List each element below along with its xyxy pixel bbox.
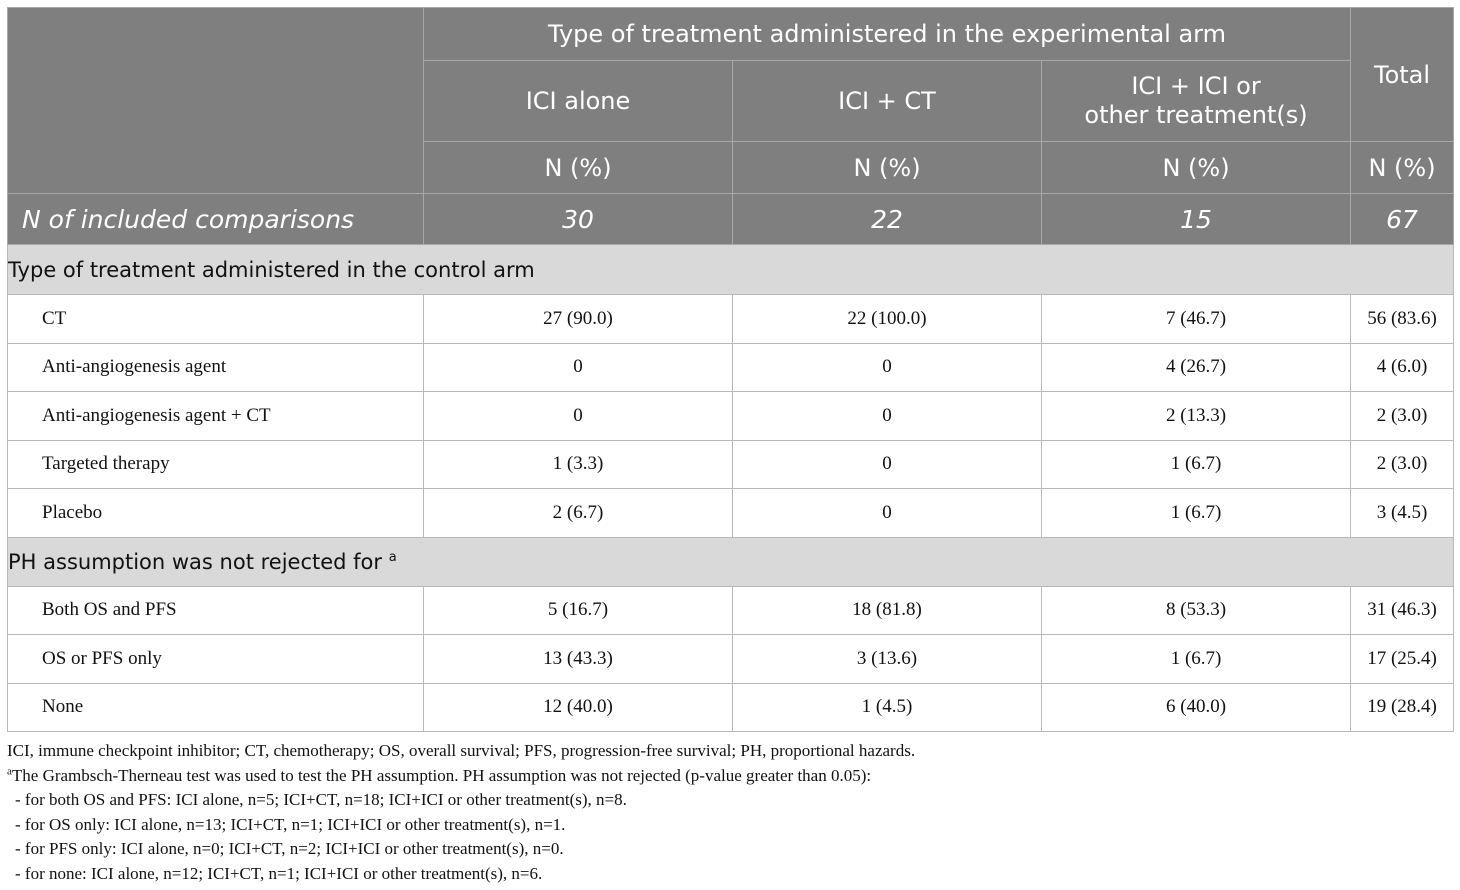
- cell-value: 0: [733, 392, 1042, 441]
- footnote-a-text: The Grambsch-Therneau test was used to test the PH assumption. PH assumption was not rejected (p-value greater than 0.05):: [11, 765, 872, 785]
- footnote-item: - for PFS only: ICI alone, n=0; ICI+CT, n=2; ICI+ICI or other treatment(s), n=0.: [15, 839, 564, 859]
- row-label: OS or PFS only: [8, 635, 424, 684]
- header-empty-cell: [8, 8, 424, 194]
- cell-value: 27 (90.0): [424, 295, 733, 344]
- included-comparisons-label: N of included comparisons: [8, 194, 424, 245]
- cell-value: 7 (46.7): [1042, 295, 1351, 344]
- cell-value: 18 (81.8): [733, 586, 1042, 635]
- table-row: [8, 635, 1454, 684]
- footnote-item: - for both OS and PFS: ICI alone, n=5; ICI+CT, n=18; ICI+ICI or other treatment(s), n=8.: [15, 790, 627, 810]
- cell-value: 6 (40.0): [1042, 683, 1351, 732]
- row-label: Placebo: [8, 489, 424, 538]
- header-row-included: [8, 194, 1454, 245]
- included-value: 15: [1042, 194, 1351, 245]
- total-header: Total: [1351, 8, 1454, 142]
- cell-value: 0: [733, 343, 1042, 392]
- col-header-ici-other-line1: ICI + ICI or: [1131, 72, 1261, 100]
- cell-value: 2 (3.0): [1351, 392, 1454, 441]
- included-value: 67: [1351, 194, 1454, 245]
- experimental-arm-header: Type of treatment administered in the experimental arm: [424, 8, 1351, 61]
- unit-header: N (%): [1042, 142, 1351, 194]
- footnote-item: - for none: ICI alone, n=12; ICI+CT, n=1; ICI+ICI or other treatment(s), n=6.: [15, 863, 543, 883]
- cell-value: 5 (16.7): [424, 586, 733, 635]
- cell-value: 4 (26.7): [1042, 343, 1351, 392]
- header-row-group: [8, 8, 1454, 61]
- cell-value: 2 (6.7): [424, 489, 733, 538]
- col-header-ici-other-line2: other treatment(s): [1084, 101, 1308, 129]
- table-row: [8, 683, 1454, 732]
- cell-value: 22 (100.0): [733, 295, 1042, 344]
- table-row: [8, 489, 1454, 538]
- cell-value: 1 (6.7): [1042, 440, 1351, 489]
- cell-value: 0: [424, 392, 733, 441]
- cell-value: 2 (13.3): [1042, 392, 1351, 441]
- cell-value: 4 (6.0): [1351, 343, 1454, 392]
- row-label: CT: [8, 295, 424, 344]
- included-value: 22: [733, 194, 1042, 245]
- section-row: [8, 537, 1454, 586]
- cell-value: 0: [733, 440, 1042, 489]
- table-row: [8, 343, 1454, 392]
- row-label: Anti-angiogenesis agent + CT: [8, 392, 424, 441]
- section-row: [8, 245, 1454, 295]
- cell-value: 1 (6.7): [1042, 635, 1351, 684]
- included-value: 30: [424, 194, 733, 245]
- cell-value: 2 (3.0): [1351, 440, 1454, 489]
- cell-value: 17 (25.4): [1351, 635, 1454, 684]
- footnote-marker: a: [388, 549, 397, 565]
- table-row: [8, 586, 1454, 635]
- row-label: Both OS and PFS: [8, 586, 424, 635]
- unit-header: N (%): [733, 142, 1042, 194]
- cell-value: 0: [733, 489, 1042, 538]
- footnote-a-marker: a: [7, 764, 12, 777]
- table-row: [8, 295, 1454, 344]
- footnote-item: - for OS only: ICI alone, n=13; ICI+CT, n=1; ICI+ICI or other treatment(s), n=1.: [15, 814, 566, 834]
- row-label: Targeted therapy: [8, 440, 424, 489]
- row-label: Anti-angiogenesis agent: [8, 343, 424, 392]
- section-title-text: Type of treatment administered in the control arm: [8, 257, 535, 282]
- section-title: [8, 537, 1454, 586]
- cell-value: 1 (3.3): [424, 440, 733, 489]
- col-header-ici-other: [1042, 61, 1351, 142]
- table-row: [8, 392, 1454, 441]
- row-label: None: [8, 683, 424, 732]
- abbreviations-note: ICI, immune checkpoint inhibitor; CT, chemotherapy; OS, overall survival; PFS, progression-free survival; PH, proportional hazards.: [7, 741, 916, 760]
- table-footnotes: [7, 739, 1453, 887]
- col-header-ici-ct: ICI + CT: [733, 61, 1042, 142]
- cell-value: 1 (6.7): [1042, 489, 1351, 538]
- cell-value: 12 (40.0): [424, 683, 733, 732]
- unit-header: N (%): [1351, 142, 1454, 194]
- section-title-text: PH assumption was not rejected for: [8, 549, 383, 574]
- cell-value: 1 (4.5): [733, 683, 1042, 732]
- cell-value: 3 (4.5): [1351, 489, 1454, 538]
- cell-value: 13 (43.3): [424, 635, 733, 684]
- col-header-ici-alone: ICI alone: [424, 61, 733, 142]
- cell-value: 3 (13.6): [733, 635, 1042, 684]
- cell-value: 19 (28.4): [1351, 683, 1454, 732]
- cell-value: 31 (46.3): [1351, 586, 1454, 635]
- unit-header: N (%): [424, 142, 733, 194]
- cell-value: 0: [424, 343, 733, 392]
- cell-value: 56 (83.6): [1351, 295, 1454, 344]
- table-row: [8, 440, 1454, 489]
- footnote-a: [7, 764, 1453, 789]
- results-table: [7, 7, 1454, 732]
- section-title: [8, 245, 1454, 295]
- cell-value: 8 (53.3): [1042, 586, 1351, 635]
